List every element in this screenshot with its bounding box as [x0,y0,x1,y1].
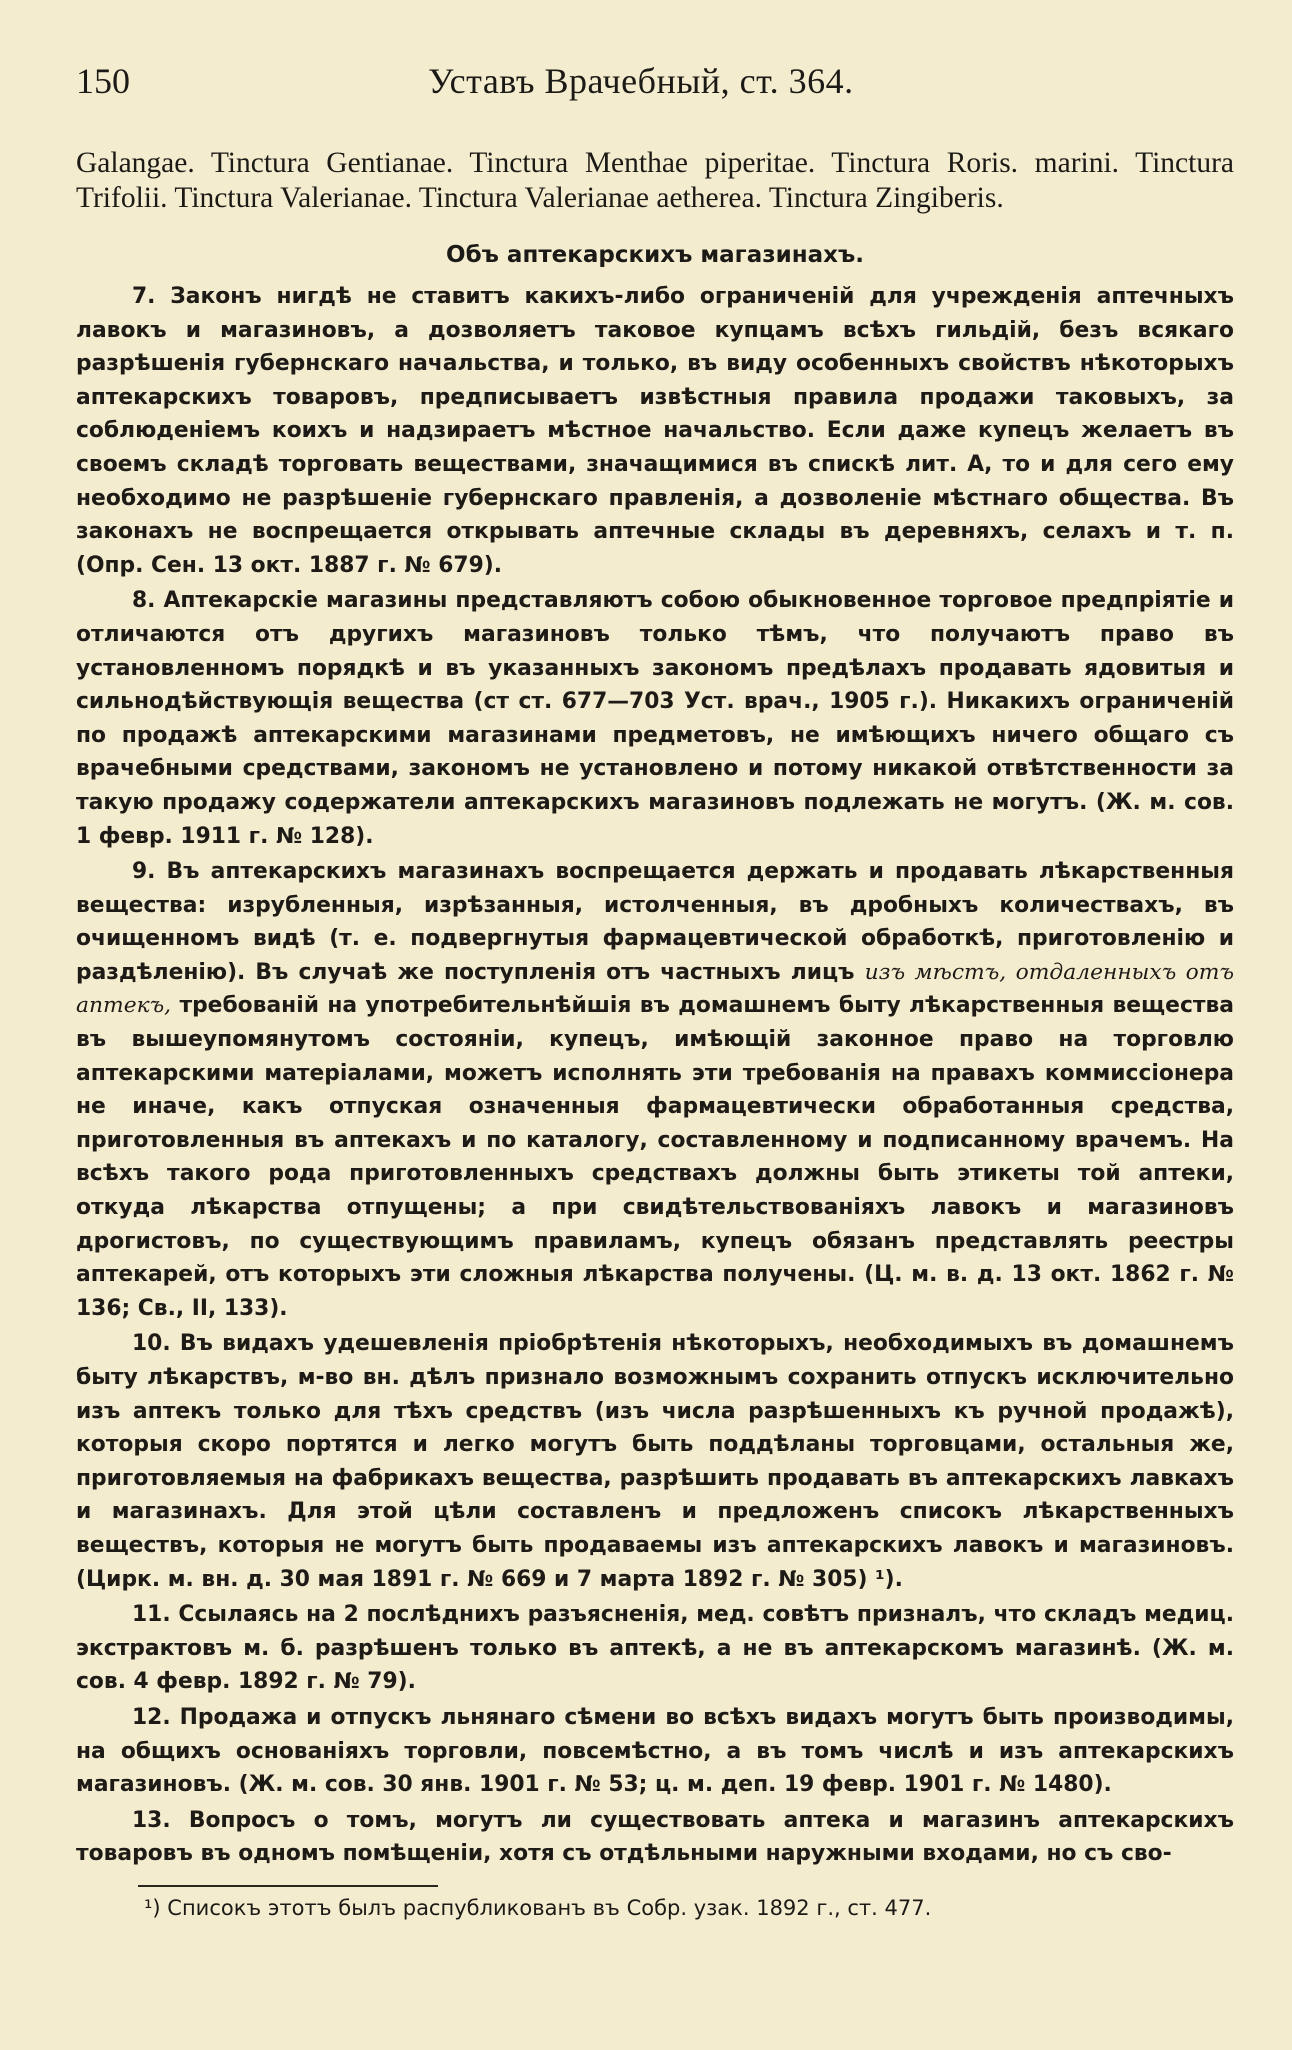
section-heading: Объ аптекарскихъ магазинахъ. [446,242,864,268]
article-9-text-after: требованій на употребительнѣйшія въ домашнемъ быту лѣкарственныя вещества въ вышеупомянутомъ состояніи, купецъ, имѣющій законное право на торговлю аптекарскими матеріалами, можетъ исполнять эти требованія на правахъ коммиссіонера не иначе, какъ отпуская означенныя фармацевтически обработанныя средства, приготовленныя въ аптекахъ и по каталогу, составленному и подписанному врачемъ. На всѣхъ такого рода приготовленныхъ средствахъ должны быть этикеты той аптеки, откуда лѣкарства отпущены; а при свидѣтельствованіяхъ лавокъ и магазиновъ дрогистовъ, по существующимъ правиламъ, купецъ обязанъ представлять реестры аптекарей, отъ которыхъ эти сложныя лѣкарства получены. (Ц. м. в. д. 13 окт. 1862 г. № 136; Св., II, 133). [76,993,1234,1321]
running-title: Уставъ Врачебный, ст. 364. [428,61,854,101]
article-10: 10. Въ видахъ удешевленія пріобрѣтенія нѣкоторыхъ, необходимыхъ въ домашнемъ быту лѣкарствъ, м-во вн. дѣлъ признало возможнымъ сохранить отпускъ исключительно изъ аптекъ только для тѣхъ средствъ (изъ числа разрѣшенныхъ къ ручной продажѣ), которыя скоро портятся и легко могутъ быть поддѣланы торговцами, остальныя же, приготовляемыя на фабрикахъ вещества, разрѣшить продавать въ аптекарскихъ лавкахъ и магазинахъ. Для этой цѣли составленъ и предложенъ списокъ лѣкарственныхъ веществъ, которыя не могутъ быть продаваемы изъ аптекарскихъ лавокъ и магазиновъ. (Цирк. м. вн. д. 30 мая 1891 г. № 669 и 7 марта 1892 г. № 305) ¹). [76,1331,1234,1592]
article-13: 13. Вопросъ о томъ, могутъ ли существовать аптека и магазинъ аптекарскихъ товаровъ въ одномъ помѣщеніи, хотя съ отдѣльными наружными входами, но съ сво- [76,1807,1234,1867]
article-8: 8. Аптекарскіе магазины представляютъ собою обыкновенное торговое предпріятіе и отличаются отъ другихъ магазиновъ только тѣмъ, что получаютъ право въ установленномъ порядкѣ и въ указанныхъ закономъ предѣлахъ продавать ядовитыя и сильнодѣйствующія вещества (ст ст. 677—703 Уст. врач., 1905 г.). Никакихъ ограниченій по продажѣ аптекарскими магазинами предметовъ, не имѣющихъ ничего общаго съ врачебными средствами, закономъ не установлено и потому никакой отвѣтственности за такую продажу содержатели аптекарскихъ магазиновъ подлежать не могутъ. (Ж. м. сов. 1 февр. 1911 г. № 128). [76,588,1234,849]
page-number: 150 [76,61,130,101]
tincture-list-paragraph: Galangae. Tinctura Gentianae. Tinctura Menthae piperitae. Tinctura Roris. marini. Tinctura Trifolii. Tinctura Valerianae. Tinctura Valerianae aetherea. Tinctura Zingiberis. [76,147,1234,214]
article-11: 11. Ссылаясь на 2 послѣднихъ разъясненія, мед. совѣтъ призналъ, что складъ медиц. экстрактовъ м. б. разрѣшенъ только въ аптекѣ, а не въ аптекарскомъ магазинѣ. (Ж. м. сов. 4 февр. 1892 г. № 79). [76,1602,1234,1695]
article-9 [76,855,1234,1325]
article-12: 12. Продажа и отпускъ льнянаго сѣмени во всѣхъ видахъ могутъ быть производимы, на общихъ основаніяхъ торговли, повсемѣстно, а въ томъ числѣ и изъ аптекарскихъ магазиновъ. (Ж. м. сов. 30 янв. 1901 г. № 53; ц. м. деп. 19 февр. 1901 г. № 1480). [76,1704,1234,1798]
article-7: 7. Законъ нигдѣ не ставитъ какихъ-либо ограниченій для учрежденія аптечныхъ лавокъ и магазиновъ, а дозволяетъ таковое купцамъ всѣхъ гильдій, безъ всякаго разрѣшенія губернскаго начальства, и только, въ виду особенныхъ свойствъ нѣкоторыхъ аптекарскихъ товаровъ, предписываетъ извѣстныя правила продажи таковыхъ, за соблюденіемъ коихъ и надзираетъ мѣстное начальство. Если даже купецъ желаетъ въ своемъ складѣ торговать веществами, значащимися въ спискѣ лит. А, то и для сего ему необходимо не разрѣшеніе губернскаго правленія, а дозволеніе мѣстнаго общества. Въ законахъ не воспрещается открывать аптечные склады въ деревняхъ, селахъ и т. п. (Опр. Сен. 13 окт. 1887 г. № 679). [76,284,1234,578]
article-9-text-before: 9. Въ аптекарскихъ магазинахъ воспрещается держать и продавать лѣкарственныя вещества: изрубленныя, изрѣзанныя, истолченныя, въ дробныхъ количествахъ, въ очищенномъ видѣ (т. е. подвергнутыя фармацевтической обработкѣ, приготовленію и раздѣленію). Въ случаѣ же поступленія отъ частныхъ лицъ [76,859,1234,985]
footnote: ¹) Списокъ этотъ былъ распубликованъ въ Собр. узак. 1892 г., ст. 477. [144,1895,932,1920]
page-header [76,52,1234,101]
footnote-divider [138,1885,438,1887]
page-body [76,146,1234,1923]
article-9-italic-phrase: изъ мѣстъ, отдаленныхъ отъ аптекъ, [76,959,1234,1019]
